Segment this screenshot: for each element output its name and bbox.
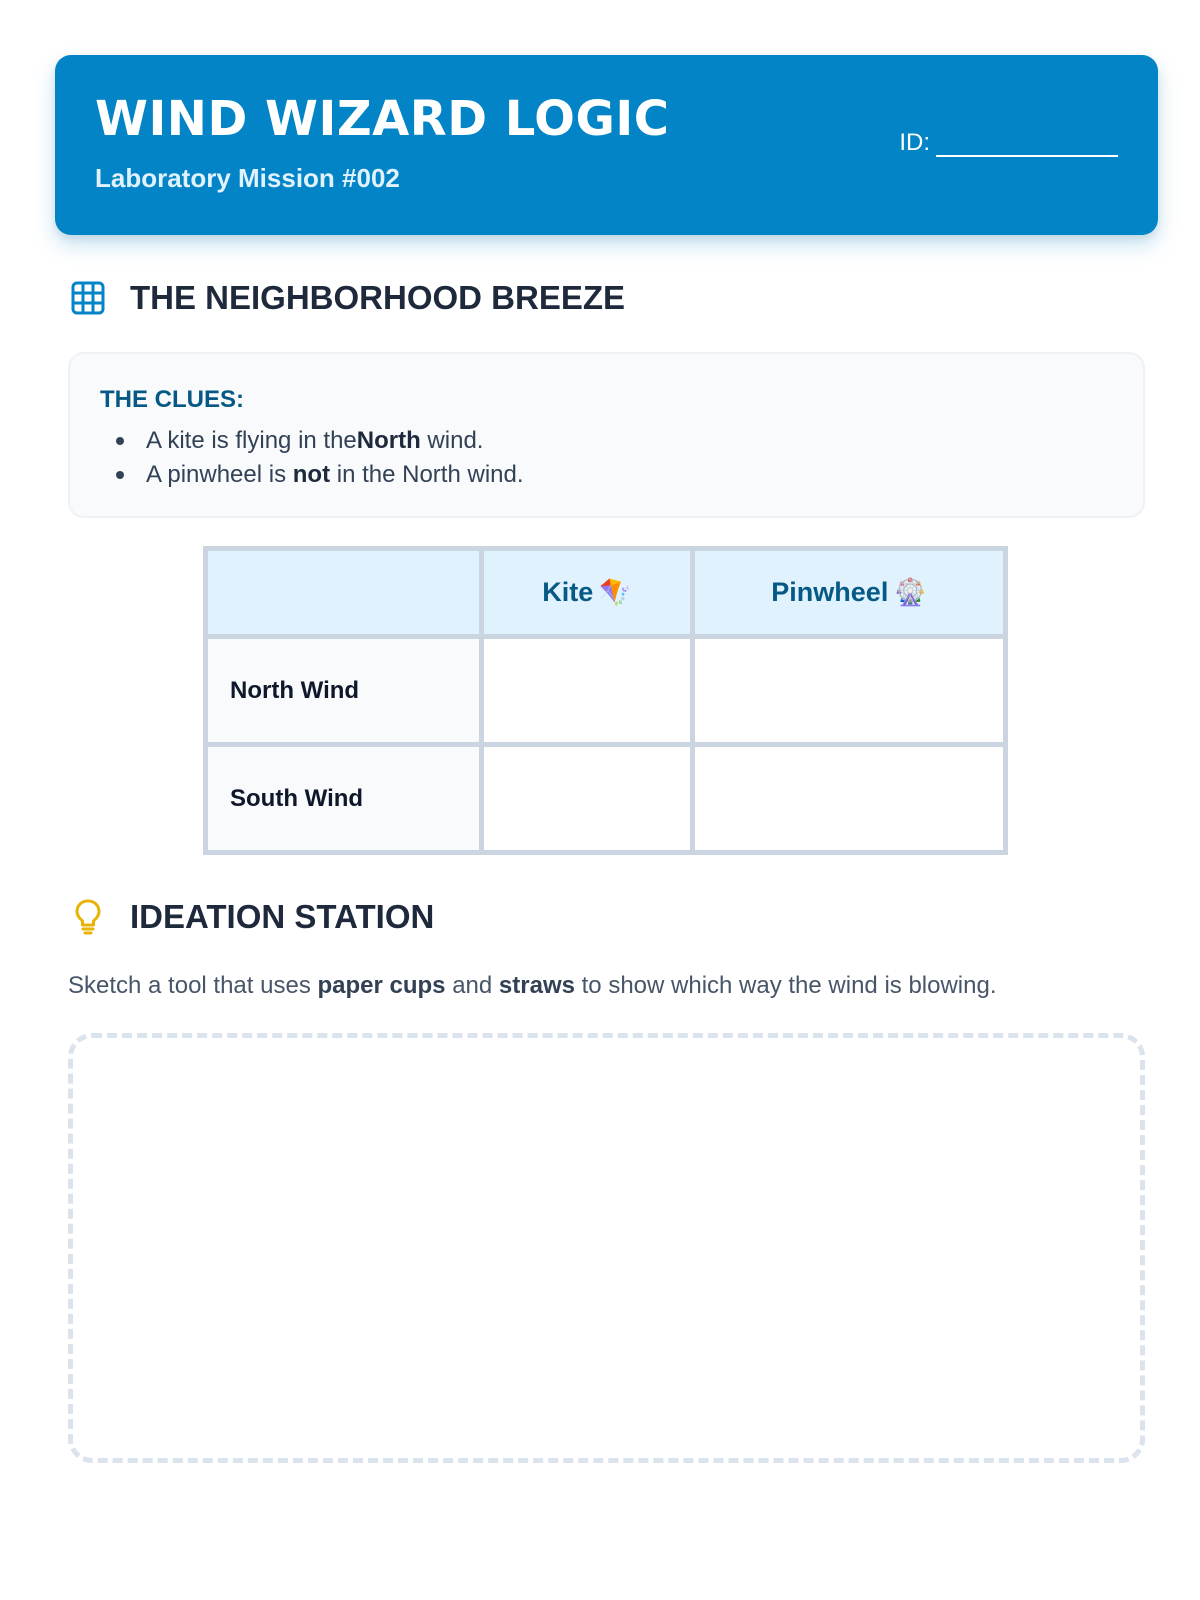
clue-text-before: A pinwheel is <box>146 461 293 488</box>
header-banner <box>55 55 1158 235</box>
clues-box <box>68 352 1145 518</box>
prompt-part: Sketch a tool that uses <box>68 972 318 999</box>
grid-icon <box>68 278 108 318</box>
kite-icon: 🪁 <box>599 577 632 607</box>
page-title: WIND WIZARD LOGIC <box>95 91 670 147</box>
grid-corner-cell <box>206 549 482 637</box>
column-label: Pinwheel <box>771 577 889 607</box>
section-heading-ideation <box>68 897 434 937</box>
page-subtitle: Laboratory Mission #002 <box>95 163 400 193</box>
grid-cell-north-kite[interactable] <box>482 637 693 745</box>
clue-text-after: wind. <box>420 427 484 454</box>
lightbulb-icon <box>68 897 108 937</box>
clue-text-bold: not <box>292 461 331 488</box>
column-header-kite <box>482 549 693 637</box>
prompt-bold: straws <box>498 972 575 999</box>
id-blank-line[interactable] <box>936 137 1118 157</box>
pinwheel-icon: 🎡 <box>894 577 927 607</box>
clue-text-bold: North <box>356 427 421 454</box>
clues-list <box>100 424 524 492</box>
prompt-part: to show which way the wind is blowing. <box>574 972 997 999</box>
row-label-south-wind: South Wind <box>206 745 482 853</box>
grid-header-row <box>206 549 1006 637</box>
section-heading-neighborhood <box>68 278 625 318</box>
grid-cell-north-pinwheel[interactable] <box>693 637 1006 745</box>
id-label: ID: <box>899 129 930 156</box>
clue-item <box>100 458 524 492</box>
grid-row-south-wind <box>206 745 1006 853</box>
bullet-icon <box>116 437 124 445</box>
clues-label: THE CLUES: <box>100 386 244 413</box>
section-title: THE NEIGHBORHOOD BREEZE <box>130 279 626 316</box>
logic-grid <box>203 546 1008 855</box>
bullet-icon <box>116 471 124 479</box>
column-header-pinwheel <box>693 549 1006 637</box>
grid-row-north-wind <box>206 637 1006 745</box>
column-label: Kite <box>542 577 594 607</box>
row-label-north-wind: North Wind <box>206 637 482 745</box>
prompt-part: and <box>445 972 499 999</box>
id-field[interactable] <box>899 129 1118 157</box>
prompt-bold: paper cups <box>317 972 446 999</box>
clue-text-after: in the North wind. <box>330 461 524 488</box>
sketch-prompt <box>68 972 997 1000</box>
grid-cell-south-kite[interactable] <box>482 745 693 853</box>
clue-item <box>100 424 524 458</box>
sketch-area[interactable] <box>68 1033 1145 1463</box>
clue-text-before: A kite is flying in the <box>146 427 357 454</box>
grid-cell-south-pinwheel[interactable] <box>693 745 1006 853</box>
section-title: IDEATION STATION <box>130 898 435 935</box>
